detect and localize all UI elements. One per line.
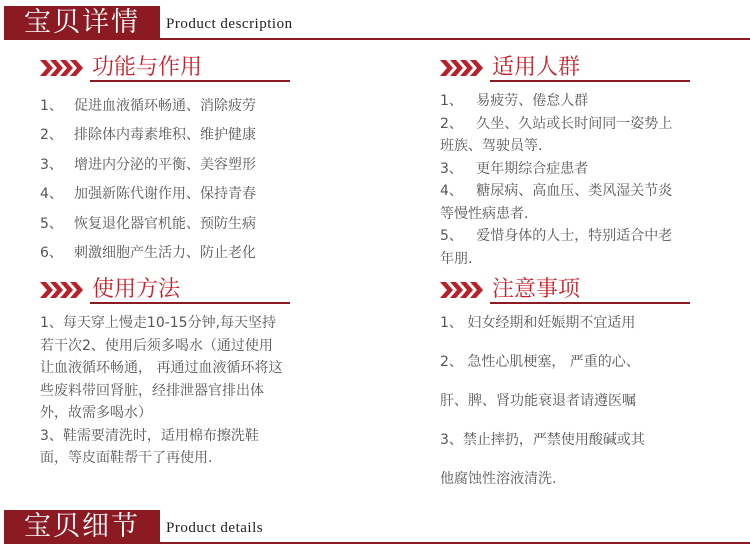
list-item xyxy=(40,92,290,121)
audience-list xyxy=(440,90,678,270)
notice-line: 2、 急性心肌梗塞， 严重的心、 xyxy=(440,354,640,370)
notice-line: 1、 妇女经期和妊娠期不宜适用 xyxy=(440,315,636,331)
section-title: 适用人群 xyxy=(492,55,581,80)
list-item xyxy=(40,239,290,268)
product-details-banner xyxy=(0,504,750,546)
banner-title: 宝贝详情 xyxy=(4,6,160,40)
list-item xyxy=(40,210,290,239)
item-text: 增进内分泌的平衡、美容塑形 xyxy=(74,156,256,173)
notice-line: 肝、脾、肾功能衰退者请遵医嘱 xyxy=(440,393,636,409)
usage-paragraph: 3、鞋需要清洗时，适用棉布擦洗鞋面，等皮面鞋帮干了再使用. xyxy=(40,427,259,466)
usage-paragraph: 1、每天穿上慢走10-15分钟,每天坚持若干次2、使用后须多喝水（通过使用让血液循环畅通， 再通过血液循环将这些废料带回肾脏，经排泄器官排出体外，故需多喝水） xyxy=(40,315,283,421)
item-number: 4、 xyxy=(440,183,463,199)
list-item xyxy=(440,225,678,270)
item-text: 促进血液循环畅通、消除疲劳 xyxy=(74,98,256,114)
item-number: 4、 xyxy=(40,186,63,203)
item-text: 排除体内毒素堆积、维护健康 xyxy=(74,127,256,144)
banner-subtitle: Product details xyxy=(166,520,264,536)
functions-list xyxy=(40,92,290,268)
section-rule xyxy=(90,80,290,82)
section-heading xyxy=(40,54,290,82)
item-number: 1、 xyxy=(440,93,463,109)
list-item xyxy=(40,151,290,180)
section-rule xyxy=(490,302,690,304)
list-item xyxy=(440,180,678,225)
banner-rule xyxy=(160,542,750,544)
notice-line: 他腐蚀性溶液清洗. xyxy=(440,471,557,487)
usage-instructions xyxy=(40,312,286,470)
chevrons-icon xyxy=(440,282,490,298)
item-text: 更年期综合症患者 xyxy=(476,160,589,177)
item-text: 爱惜身体的人士，特别适合中老年朋. xyxy=(440,228,673,267)
functions-section xyxy=(40,54,290,268)
section-heading xyxy=(440,276,690,304)
usage-section xyxy=(40,276,290,470)
section-title: 使用方法 xyxy=(92,277,181,302)
item-text: 加强新陈代谢作用、保持青春 xyxy=(74,186,256,203)
chevrons-icon xyxy=(440,60,490,76)
item-text: 糖尿病、高血压、类风湿关节炎等慢性病患者. xyxy=(440,183,673,222)
section-title: 功能与作用 xyxy=(92,55,203,80)
item-text: 刺激细胞产生活力、防止老化 xyxy=(74,245,256,262)
banner-title: 宝贝细节 xyxy=(4,510,160,544)
item-text: 易疲劳、倦怠人群 xyxy=(476,93,589,109)
section-heading xyxy=(440,54,690,82)
chevrons-icon xyxy=(40,60,90,76)
item-number: 2、 xyxy=(40,127,63,144)
list-item xyxy=(40,121,290,150)
item-number: 1、 xyxy=(40,98,63,114)
list-item xyxy=(440,90,678,113)
section-title: 注意事项 xyxy=(492,277,581,302)
section-heading xyxy=(40,276,290,304)
item-number: 5、 xyxy=(440,228,463,244)
section-rule xyxy=(90,302,290,304)
banner-subtitle: Product description xyxy=(166,16,293,32)
item-text: 久坐、久站或长时间同一姿势上班族、驾驶员等. xyxy=(440,115,673,154)
list-item xyxy=(440,158,678,181)
audience-section xyxy=(440,54,690,270)
notice-section xyxy=(440,276,690,523)
notice-list xyxy=(440,312,690,507)
item-number: 3、 xyxy=(440,160,463,177)
notice-line: 3、禁止摔扔，严禁使用酸碱或其 xyxy=(440,432,645,448)
item-number: 2、 xyxy=(440,115,463,132)
list-item xyxy=(40,180,290,209)
list-item xyxy=(440,113,678,158)
item-number: 6、 xyxy=(40,245,63,262)
product-description-banner xyxy=(0,0,750,42)
item-number: 3、 xyxy=(40,156,63,173)
item-text: 恢复退化器官机能、预防生病 xyxy=(74,215,256,232)
item-number: 5、 xyxy=(40,215,63,232)
banner-rule xyxy=(160,38,750,40)
chevrons-icon xyxy=(40,282,90,298)
section-rule xyxy=(490,80,690,82)
